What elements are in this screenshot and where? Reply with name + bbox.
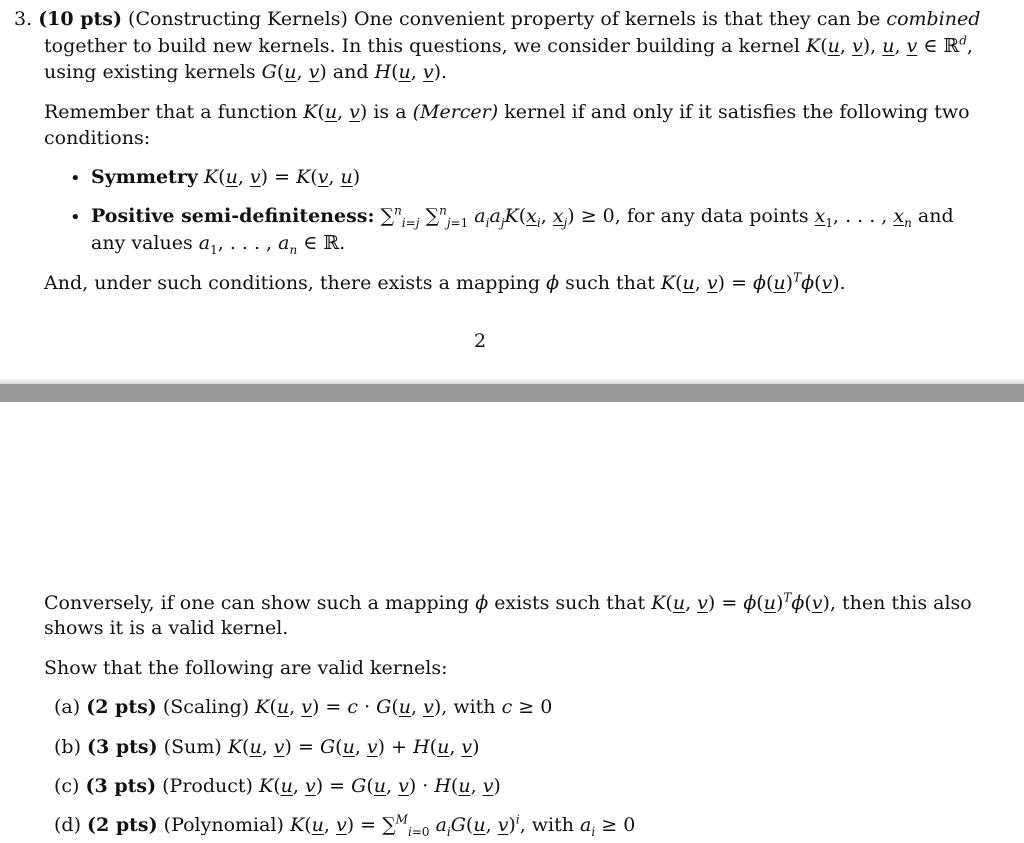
part-b-name: (Sum): [163, 736, 222, 758]
problem-intro-1a: One convenient property of kernels is that they can be: [353, 8, 881, 30]
converse-line-2: [44, 615, 288, 641]
converse-line-1: Conversely, if one can show such a mapping ϕ exists such that K(u, $v) = \phi(u)^T\phi(v)$, then this also: [44, 590, 972, 614]
converse-text-1: Conversely, if one can show such a mapping: [44, 592, 470, 614]
mercer-line-1: Remember that a function K(u, v) is a (Mercer) kernel if and only if it satisfies the following two: [44, 101, 970, 123]
part-a-label: (a): [54, 696, 81, 718]
psd-condition: Positive semi-definiteness: ∑$^n_{i=j}$ ∑$^n_{j=1}$ $a_ia_jK(x_i$, $x_j) \ge 0$, for any data points $x_1$, . . . , $x_n$ and: [91, 203, 954, 230]
part-b-label: (b): [54, 736, 81, 758]
problem-points: (10 pts): [38, 8, 122, 30]
mapping-text: And, under such conditions, there exists a mapping: [44, 272, 541, 294]
mercer-text-b: is a: [373, 101, 407, 123]
part-d: (d) (2 pts) (Polynomial) K(u, v) = ∑$^M_{i=0}$ $a_iG(u$, v)$^i$, with $a_i \ge 0$: [54, 812, 636, 839]
problem-line-1: [14, 6, 980, 32]
page-break-divider: [0, 384, 1024, 402]
problem-topic: (Constructing Kernels): [128, 8, 348, 30]
problem-intro-1b: combined: [886, 8, 981, 30]
mercer-text-d: conditions:: [44, 127, 151, 149]
bullet-icon: •: [70, 207, 81, 228]
converse-text-2: shows it is a valid kernel.: [44, 617, 289, 639]
mercer-word: (Mercer): [412, 101, 499, 123]
part-c-points: (3 pts): [85, 775, 157, 797]
psd-text2: any values: [91, 232, 193, 254]
symmetry-label: Symmetry: [91, 166, 198, 188]
part-c: (c) (3 pts) (Product) K(u, v) = G(u, v) · H(u, v): [54, 775, 501, 797]
problem-line-2: together to build new kernels. In this questions, we consider building a kernel K(u, v), u, v ∈ ℝ$^d$,: [44, 33, 973, 57]
part-a: (a) (2 pts) (Scaling) K(u, v) = c · G(u, v), with c ≥ 0: [54, 696, 553, 718]
mapping-line: And, under such conditions, there exists a mapping ϕ such that K(u, $v) = \phi(u)^T\phi(v)$.: [44, 270, 846, 294]
part-d-points: (2 pts): [87, 814, 158, 836]
problem-intro-2: together to build new kernels. In this questions, we consider building a kernel: [44, 35, 800, 57]
bullet-icon: •: [70, 168, 81, 189]
part-b-points: (3 pts): [87, 736, 158, 758]
mercer-text-c: kernel if and only if it satisfies the following two: [504, 101, 970, 123]
problem-number: 3.: [14, 8, 33, 30]
symmetry-condition: Symmetry K(u, v) = K(v, u): [91, 166, 361, 188]
part-d-label: (d): [54, 814, 81, 836]
psd-label: Positive semi-definiteness:: [91, 205, 375, 227]
part-a-name: (Scaling): [162, 696, 250, 718]
part-c-name: (Product): [162, 775, 253, 797]
problem-intro-3: using existing kernels: [44, 61, 256, 83]
problem-line-3: using existing kernels G(u, v) and H(u, v).: [44, 61, 448, 83]
part-c-label: (c): [54, 775, 80, 797]
show-line: [44, 655, 448, 681]
part-d-name: (Polynomial): [163, 814, 284, 836]
converse-text-1c: , then this also: [829, 592, 972, 614]
part-a-points: (2 pts): [86, 696, 157, 718]
part-b: (b) (3 pts) (Sum) K(u, v) = G(u, v) + H(u, v): [54, 736, 480, 758]
show-text: Show that the following are valid kernels:: [44, 657, 448, 679]
page-number: 2: [474, 330, 487, 352]
psd-text: , for any data points: [614, 205, 809, 227]
psd-condition-line-2: any values $a_1$, . . . , $a_n$ ∈ ℝ.: [91, 232, 346, 257]
converse-text-1b: exists such that: [494, 592, 646, 614]
mercer-text-a: Remember that a function: [44, 101, 298, 123]
mercer-line-2: [44, 125, 150, 151]
